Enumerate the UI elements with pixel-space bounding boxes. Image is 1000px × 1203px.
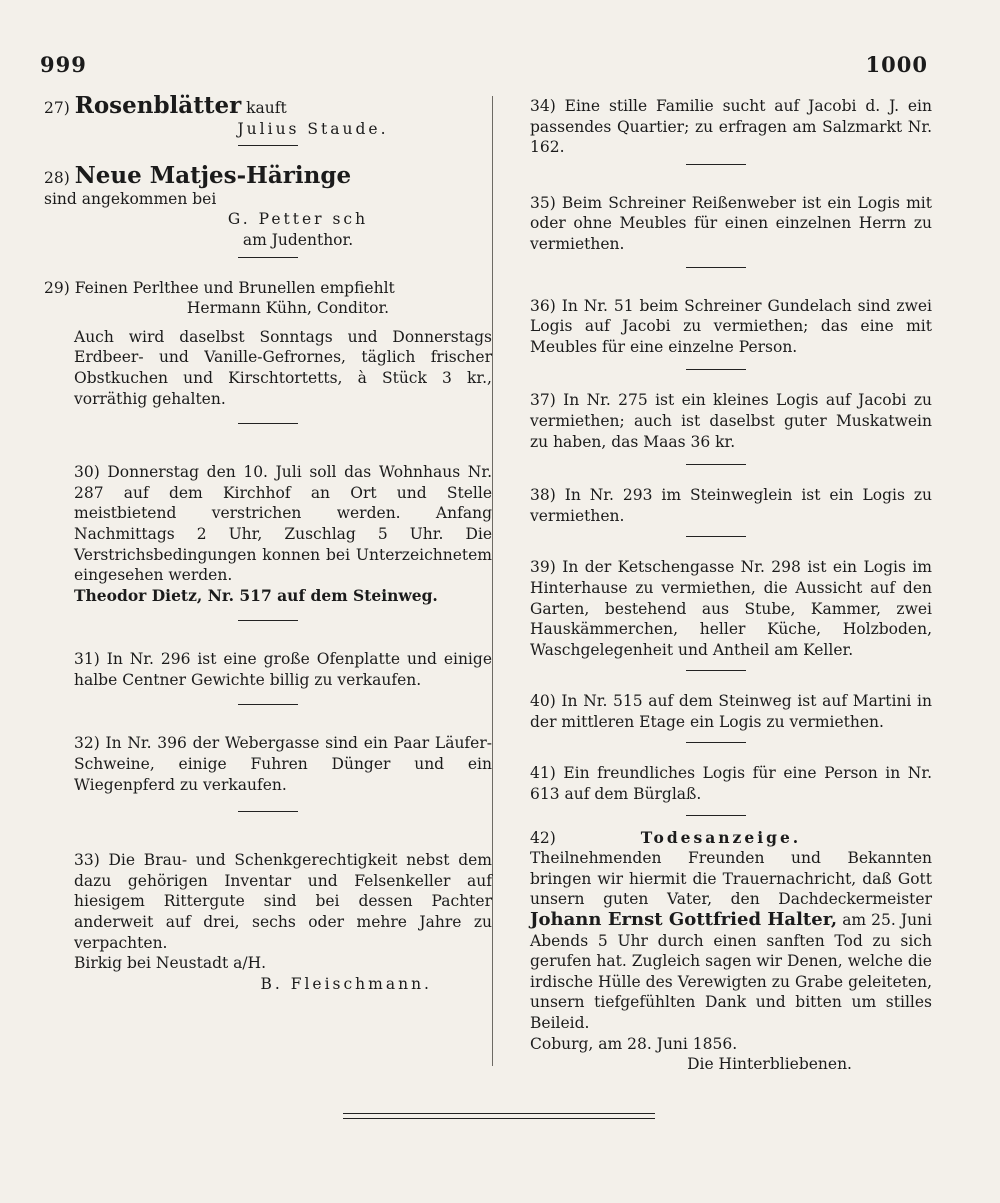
ad-29-body: Auch wird daselbst Sonntags und Donnerstags Erdbeer- und Vanille-Gefrornes, täglich frischer Obstkuchen und Kirschtortetts, à Stück 3 kr., vorräthig gehalten.	[74, 327, 492, 408]
ad-31-body: 31) In Nr. 296 ist eine große Ofenplatte und einige halbe Centner Gewichte billig zu verkaufen.	[74, 650, 492, 689]
ad-42-body	[500, 848, 932, 1033]
ad-35	[500, 193, 932, 268]
ad-28-signature: G. Petter sch	[227, 210, 369, 229]
page-end-double-rule	[343, 1113, 655, 1119]
separator-rule	[686, 815, 746, 816]
ad-29	[44, 278, 492, 425]
ad-30	[44, 462, 492, 621]
ad-29-signature: Hermann Kühn, Conditor.	[186, 299, 390, 318]
ad-42-number: 42)	[530, 828, 556, 847]
ad-31	[44, 649, 492, 705]
ad-42-body-b: am 25. Juni Abends 5 Uhr durch einen sanften Tod zu sich gerufen hat. Zugleich sagen wir Denen, welche die irdische Hülle des Verewigten zu Grabe geleiteten, unsern tiefgefühlten Dank und bitten um stilles Beileid.	[530, 911, 932, 1032]
ad-34	[500, 96, 932, 165]
ad-28-address: am Judenthor.	[242, 230, 354, 249]
ad-33	[44, 850, 492, 994]
ad-38-body: 38) In Nr. 293 im Steinweglein ist ein Logis zu vermiethen.	[530, 486, 932, 525]
ad-39	[500, 557, 932, 671]
ad-36	[500, 296, 932, 371]
ad-27-number: 27)	[44, 99, 70, 117]
ad-27	[44, 92, 492, 146]
left-column	[44, 92, 492, 994]
ad-28-text: sind angekommen bei	[44, 189, 217, 208]
ad-30-body: 30) Donnerstag den 10. Juli soll das Wohnhaus Nr. 287 auf dem Kirchhof an Ort und Stelle meistbietend verstrichen werden. Anfang Nachmittags 2 Uhr, Zuschlag 5 Uhr. Die Verstrichsbedingungen konnen bei Unterzeichnetem eingesehen werden.	[74, 463, 492, 585]
ad-37-body: 37) In Nr. 275 ist ein kleines Logis auf Jacobi zu vermiethen; auch ist daselbst guter Muskatwein zu haben, das Maas 36 kr.	[530, 391, 932, 451]
ad-40-body: 40) In Nr. 515 auf dem Steinweg ist auf Martini in der mittleren Etage ein Logis zu vermiethen.	[530, 692, 932, 731]
separator-rule	[686, 464, 746, 465]
ad-42-heading: Todesanzeige.	[640, 827, 802, 847]
page-number-right: 1000	[865, 52, 928, 77]
ad-34-body: 34) Eine stille Familie sucht auf Jacobi d. J. ein passendes Quartier; zu erfragen am Salzmarkt Nr. 162.	[530, 97, 932, 157]
page-number-left: 999	[40, 52, 87, 77]
ad-32-body: 32) In Nr. 396 der Webergasse sind ein Paar Läufer-Schweine, einige Fuhren Dünger und ein Wiegenpferd zu verkaufen.	[74, 734, 492, 794]
ad-33-place: Birkig bei Neustadt a/H.	[74, 954, 267, 973]
ad-36-body: 36) In Nr. 51 beim Schreiner Gundelach sind zwei Logis auf Jacobi zu vermiethen; das eine mit Meubles für eine einzelne Person.	[530, 296, 932, 356]
ad-38	[500, 485, 932, 537]
separator-rule	[686, 670, 746, 671]
ad-39-body: 39) In der Ketschengasse Nr. 298 ist ein Logis im Hinterhause zu vermiethen, die Aussicht auf den Garten, bestehend aus Stube, Kammer, zwei Hauskämmerchen, heller Küche, Holzboden, Waschgelegenheit und Antheil am Keller.	[530, 558, 932, 659]
separator-rule	[686, 369, 746, 370]
separator-rule	[686, 267, 746, 268]
ad-32	[44, 733, 492, 812]
ad-41-body: 41) Ein freundliches Logis für eine Person in Nr. 613 auf dem Bürglaß.	[530, 764, 932, 804]
separator-rule	[686, 164, 746, 165]
ad-33-signature: B. Fleischmann.	[260, 974, 432, 993]
ad-27-verb: kauft	[246, 99, 287, 117]
ad-41	[500, 763, 932, 815]
separator-rule	[238, 257, 298, 258]
ad-35-body: 35) Beim Schreiner Reißenweber ist ein Logis mit oder ohne Meubles für einen einzelnen Herrn zu vermiethen.	[530, 193, 932, 253]
right-column	[500, 96, 932, 1075]
ad-28	[44, 162, 492, 257]
ad-42-deceased-name: Johann Ernst Gottfried Halter,	[530, 909, 838, 931]
ad-28-number: 28)	[44, 169, 70, 188]
ad-37	[500, 390, 932, 465]
ad-33-body: 33) Die Brau- und Schenkgerechtigkeit nebst dem dazu gehörigen Inventar und Felsenkeller auf hiesigem Rittergute sind bei dessen Pachter anderweit auf drei, sechs oder mehre Jahre zu verpachten.	[74, 851, 492, 952]
ad-42	[500, 828, 932, 1075]
ad-29-line1: 29) Feinen Perlthee und Brunellen empfiehlt	[44, 278, 395, 297]
separator-rule	[686, 536, 746, 537]
separator-rule	[238, 145, 298, 146]
ad-42-body-a: Theilnehmenden Freunden und Bekannten bringen wir hiermit die Trauernachricht, daß Gott unsern guten Vater, den Dachdeckermeister	[530, 849, 932, 909]
separator-rule	[686, 742, 746, 743]
separator-rule	[238, 704, 298, 705]
column-divider	[492, 96, 493, 1066]
ad-27-signature: Julius Staude.	[237, 119, 389, 138]
ad-42-date: Coburg, am 28. Juni 1856.	[530, 1034, 738, 1053]
separator-rule	[238, 811, 298, 812]
separator-rule	[238, 620, 298, 621]
ad-30-signature: Theodor Dietz, Nr. 517 auf dem Steinweg.	[74, 585, 438, 605]
ad-27-headline: Rosenblätter	[74, 92, 242, 119]
ad-40	[500, 691, 932, 743]
separator-rule	[238, 423, 298, 424]
ad-42-signature: Die Hinterbliebenen.	[687, 1055, 852, 1074]
ad-28-headline: Neue Matjes-Häringe	[74, 162, 352, 190]
